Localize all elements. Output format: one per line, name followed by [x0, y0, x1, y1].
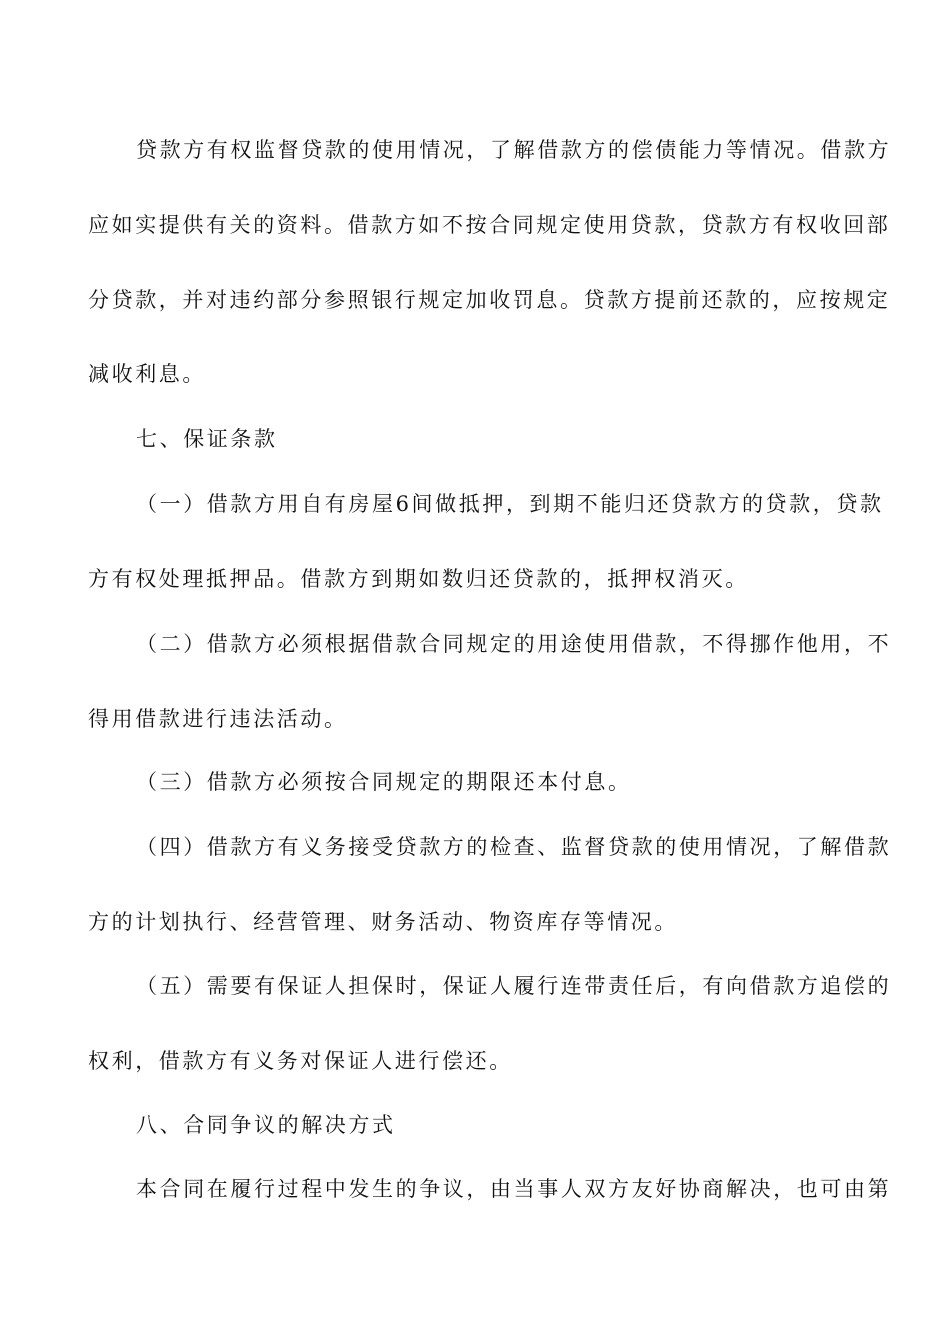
section-heading: 七、保证条款 — [136, 427, 278, 451]
paragraph-line: 方的计划执行、经营管理、财务活动、物资库存等情况。 — [88, 910, 678, 934]
paragraph-line: 应如实提供有关的资料。借款方如不按合同规定使用贷款，贷款方有权收回部 — [88, 213, 891, 237]
paragraph-line: 减收利息。 — [88, 362, 206, 386]
paragraph-line: （三）借款方必须按合同规定的期限还本付息。 — [136, 770, 632, 794]
paragraph-line: 得用借款进行违法活动。 — [88, 707, 348, 731]
paragraph-line: 方有权处理抵押品。借款方到期如数归还贷款的，抵押权消灭。 — [88, 567, 749, 591]
paragraph-line: （二）借款方必须根据借款合同规定的用途使用借款，不得挪作他用，不 — [136, 632, 892, 656]
paragraph-line: 权利，借款方有义务对保证人进行偿还。 — [88, 1049, 513, 1073]
paragraph-line: （五）需要有保证人担保时，保证人履行连带责任后，有向借款方追偿的 — [136, 974, 892, 998]
paragraph-line: （一）借款方用自有房屋6间做抵押，到期不能归还贷款方的贷款，贷款 — [136, 492, 884, 516]
paragraph-line: 分贷款，并对违约部分参照银行规定加收罚息。贷款方提前还款的，应按规定 — [88, 288, 891, 312]
section-heading: 八、合同争议的解决方式 — [136, 1113, 396, 1137]
paragraph-line: （四）借款方有义务接受贷款方的检查、监督贷款的使用情况，了解借款 — [136, 835, 892, 859]
paragraph-line: 贷款方有权监督贷款的使用情况，了解借款方的偿债能力等情况。借款方 — [136, 138, 892, 162]
paragraph-line: 本合同在履行过程中发生的争议，由当事人双方友好协商解决，也可由第 — [136, 1177, 892, 1201]
